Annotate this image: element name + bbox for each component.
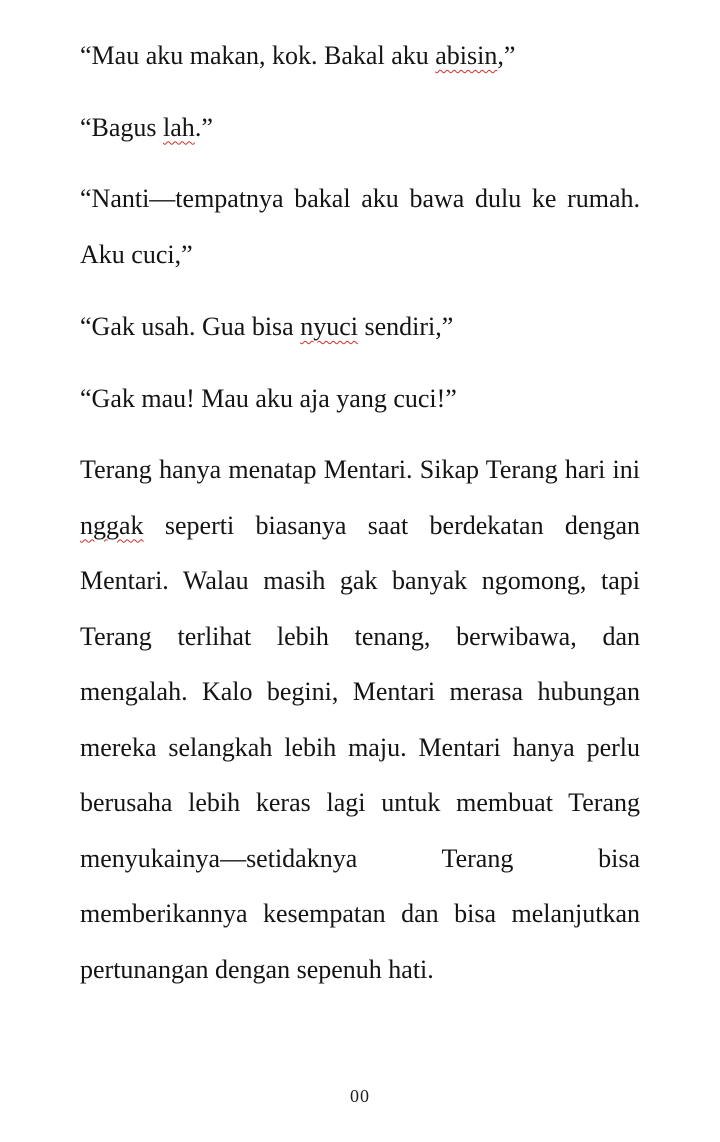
text-run: “Mau aku makan, kok. Bakal aku [80, 41, 436, 70]
misspelled-word[interactable]: nyuci [300, 312, 358, 341]
misspelled-word[interactable]: abisin [435, 41, 498, 70]
narrative-paragraph [80, 442, 640, 997]
dialogue-paragraph [80, 371, 640, 427]
dialogue-paragraph [80, 100, 640, 156]
dialogue-paragraph [80, 171, 640, 282]
misspelled-word[interactable]: lah [163, 112, 195, 142]
misspelled-word[interactable]: nggak [80, 510, 144, 540]
dialogue-paragraph [80, 299, 640, 355]
text-run: ,” [497, 41, 516, 70]
text-run: “Nanti—tempatnya bakal aku bawa dulu ke rumah. Aku cuci,” [80, 184, 640, 269]
text-run: sendiri,” [357, 312, 454, 341]
text-run: “Bagus [80, 112, 164, 142]
page-number: 00 [350, 1086, 370, 1106]
text-run: “Gak usah. Gua bisa [80, 312, 301, 341]
text-run: seperti biasanya saat berdekatan dengan Mentari. Walau masih gak banyak ngomong, tapi Terang terlihat lebih tenang, berwibawa, dan mengalah. Kalo begini, Mentari merasa hubungan mereka selangkah lebih maju. Mentari hanya perlu berusaha lebih keras lagi untuk membuat Terang menyukainya—setidaknya Terang bisa memberikannya kesempatan dan bisa melanjutkan pertunangan dengan sepenuh hati. [80, 510, 640, 984]
document-page [80, 28, 640, 997]
dialogue-paragraph [80, 28, 640, 84]
text-run: “Gak mau! Mau aku aja yang cuci!” [80, 383, 457, 413]
text-run: Terang hanya menatap Mentari. Sikap Terang hari ini [80, 455, 640, 484]
text-run: .” [194, 112, 213, 142]
